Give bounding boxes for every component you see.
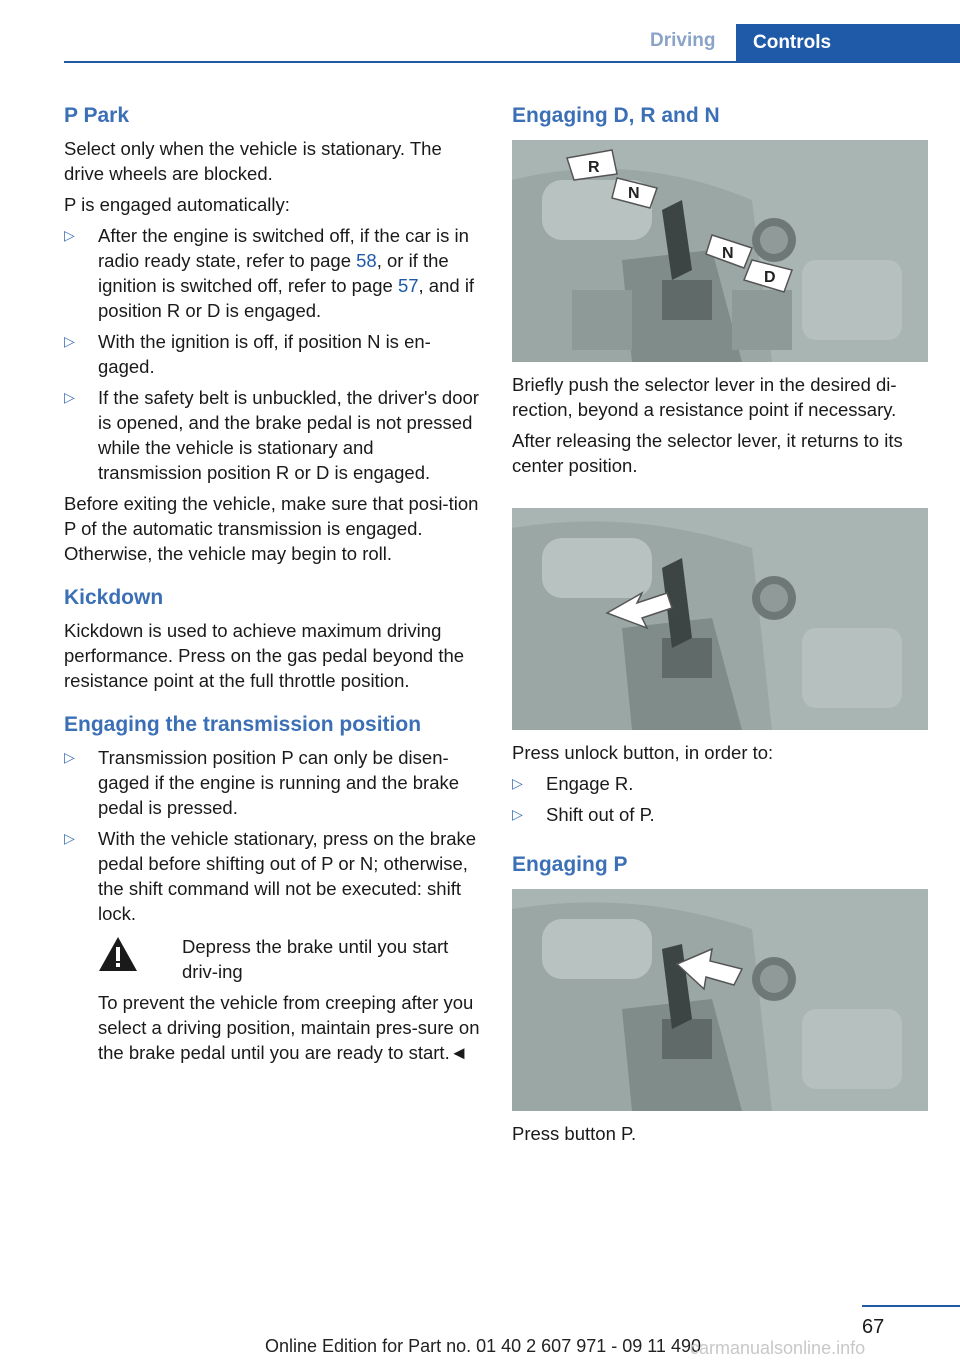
warning-icon	[98, 936, 138, 972]
triangle-bullet-icon: ▷	[512, 775, 523, 791]
unlock-paragraph: Press unlock button, in order to:	[512, 742, 774, 763]
page-link-58[interactable]: 58	[356, 250, 377, 271]
warning-note	[98, 934, 482, 984]
header-section-driving: Driving	[650, 30, 716, 51]
triangle-bullet-icon: ▷	[64, 389, 75, 405]
left-column	[64, 102, 482, 1071]
engaging-heading: Engaging the transmission position	[64, 713, 422, 736]
kickdown-heading: Kickdown	[64, 586, 164, 609]
label-d: D	[764, 269, 776, 286]
park-paragraph-3: Before exiting the vehicle, make sure that posi‐tion P of the automatic transmission is engaged. Otherwise, the vehicle may begin to roll.	[64, 493, 479, 564]
drn-paragraph-1: Briefly push the selector lever in the desired di‐rection, beyond a resistance point if necessary.	[512, 374, 897, 420]
list-item: ▷ If the safety belt is unbuckled, the driver's door is opened, and the brake pedal is not pressed while the vehicle is stationary and transmission position R or D is engaged.	[64, 387, 479, 483]
footer-rule	[862, 1305, 960, 1307]
header-rule	[64, 61, 960, 63]
engaging-paragraph: To prevent the vehicle from creeping after you select a driving position, maintain pres‐sure on the brake pedal until you are ready to start.◄	[98, 992, 480, 1063]
label-n-top: N	[628, 185, 640, 202]
triangle-bullet-icon: ▷	[64, 333, 75, 349]
triangle-bullet-icon: ▷	[512, 806, 523, 822]
page-number: 67	[862, 1316, 885, 1338]
page-link-57[interactable]: 57	[397, 275, 419, 296]
park-paragraph-2: P is engaged automatically:	[64, 194, 290, 215]
right-column	[512, 102, 930, 1152]
list-item: ▷ Shift out of P.	[512, 804, 655, 825]
list-item: ▷ Engage R.	[512, 773, 634, 794]
park-list	[64, 223, 482, 485]
park-heading: P Park	[64, 104, 129, 127]
list-item: ▷ After the engine is switched off, if the car is in radio ready state, refer to page 58, or if the ignition is switched off, refer to page 57, and if position R or D is engaged.	[64, 225, 475, 321]
drn-paragraph-2: After releasing the selector lever, it returns to its center position.	[512, 430, 903, 476]
warning-text: Depress the brake until you start driv‐ing	[182, 936, 449, 982]
label-r: R	[588, 159, 600, 176]
unlock-button-figure	[512, 508, 928, 730]
triangle-bullet-icon: ▷	[64, 227, 75, 243]
selector-lever-directions-figure	[512, 140, 928, 362]
list-item: ▷ Transmission position P can only be disen‐gaged if the engine is running and the brake pedal is pressed.	[64, 747, 460, 818]
list-item: ▷ With the vehicle stationary, press on the brake pedal before shifting out of P or N; otherwise, the shift command will not be executed: shift lock.	[64, 828, 477, 924]
edition-text: Online Edition for Part no. 01 40 2 607 971 - 09 11 490	[265, 1336, 701, 1356]
watermark: carmanualsonline.info	[690, 1338, 866, 1358]
triangle-bullet-icon: ▷	[64, 749, 75, 765]
kickdown-paragraph: Kickdown is used to achieve maximum driving performance. Press on the gas pedal beyond the resistance point at the full throttle position.	[64, 620, 465, 691]
triangle-bullet-icon: ▷	[64, 830, 75, 846]
label-n-bottom: N	[722, 245, 734, 262]
button-p-paragraph: Press button P.	[512, 1123, 637, 1144]
engaging-p-heading: Engaging P	[512, 853, 628, 876]
button-p-figure	[512, 889, 928, 1111]
engaging-list	[64, 745, 482, 926]
drn-heading: Engaging D, R and N	[512, 104, 720, 127]
header-chapter-controls: Controls	[736, 24, 960, 61]
park-paragraph-1: Select only when the vehicle is stationary. The drive wheels are blocked.	[64, 138, 442, 184]
list-item: ▷ With the ignition is off, if position N is en‐gaged.	[64, 331, 431, 377]
unlock-list	[512, 771, 930, 827]
